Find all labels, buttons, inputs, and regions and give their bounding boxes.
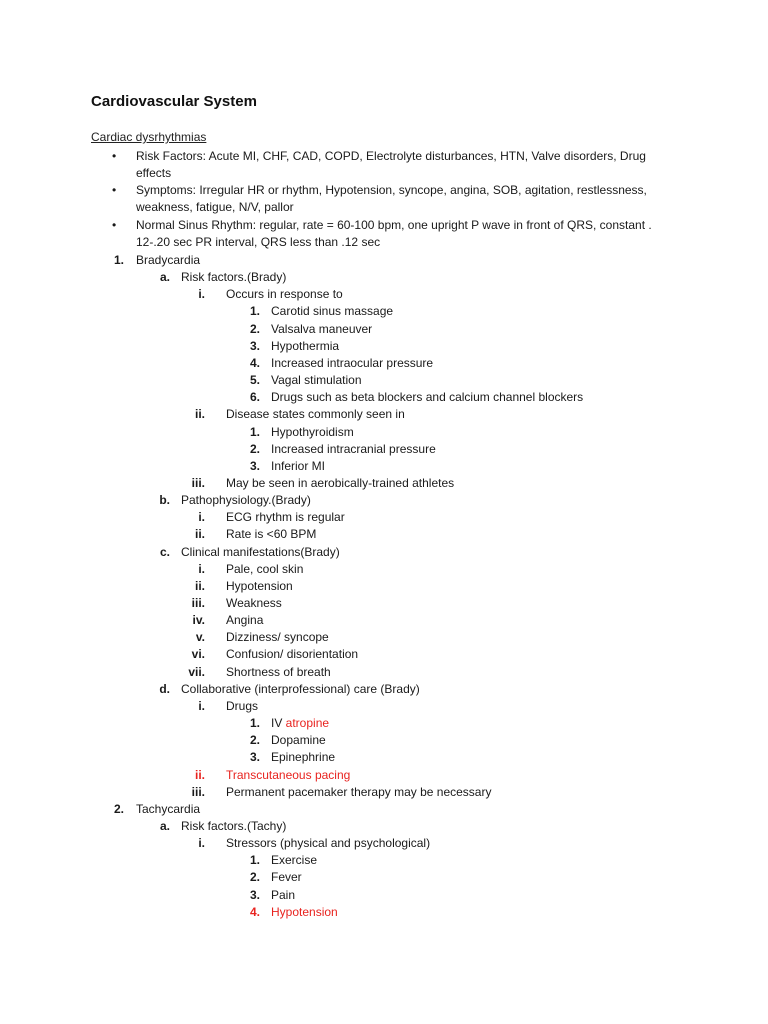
bullet-dot-icon: • <box>112 149 117 163</box>
outline-marker: a. <box>159 270 170 285</box>
outline-text-main: Confusion/ disorientation <box>226 647 359 662</box>
outline-marker: ii. <box>194 407 205 422</box>
outline-item-level-3 <box>0 509 768 526</box>
outline-text <box>226 698 258 715</box>
outline-text <box>271 303 393 320</box>
outline-text <box>181 269 286 286</box>
outline-item-level-4 <box>0 458 768 475</box>
outline-marker: 2. <box>249 321 260 336</box>
outline-text <box>271 458 325 475</box>
outline-text-main: Increased intracranial pressure <box>271 441 436 456</box>
outline-text-main: Exercise <box>271 853 318 868</box>
outline-text-main: Valsalva maneuver <box>271 321 373 336</box>
outline-text <box>181 544 340 561</box>
outline-item-level-4 <box>0 338 768 355</box>
outline-text <box>271 355 433 372</box>
outline-marker: 1. <box>113 253 124 267</box>
outline-marker: vii. <box>188 664 205 679</box>
outline-text-main: IV <box>271 716 286 731</box>
outline-marker: i. <box>198 836 205 851</box>
outline-text-main: Dizziness/ syncope <box>226 630 329 645</box>
bullet-text: Normal Sinus Rhythm: regular, rate = 60-100 bpm, one upright P wave in front of QRS, constant . 12-.20 sec PR interval, QRS less than .12 sec <box>136 218 652 249</box>
outline-marker: 1. <box>249 853 260 868</box>
outline-marker: 3. <box>249 887 260 902</box>
outline-item-level-4 <box>0 424 768 441</box>
outline-text <box>226 406 405 423</box>
outline-item-level-4 <box>0 904 768 921</box>
outline-text <box>271 887 295 904</box>
outline-text-main: Inferior MI <box>271 458 326 473</box>
outline-text <box>226 835 430 852</box>
outline-text-main: Risk factors.(Brady) <box>181 270 287 285</box>
outline-item-level-2 <box>0 544 768 561</box>
outline-marker: 2. <box>249 733 260 748</box>
outline-text-main: Carotid sinus massage <box>271 304 394 319</box>
outline-item-level-3 <box>0 646 768 663</box>
outline-text-main: Hypothermia <box>271 338 340 353</box>
outline-item-level-3 <box>0 664 768 681</box>
outline-marker: 5. <box>249 373 260 388</box>
outline-marker: 4. <box>249 355 260 370</box>
outline-text <box>226 784 491 801</box>
outline-text <box>136 801 200 818</box>
outline-item-level-4 <box>0 869 768 886</box>
outline-item-level-3 <box>0 286 768 303</box>
outline-text-main: Fever <box>271 870 302 885</box>
outline-marker: ii. <box>194 767 205 782</box>
outline-text <box>181 681 420 698</box>
outline-text-highlight: atropine <box>285 716 330 731</box>
outline-text-main: Drugs such as beta blockers and calcium channel blockers <box>271 390 584 405</box>
outline-marker: v. <box>195 630 205 645</box>
outline-item-level-4 <box>0 303 768 320</box>
outline-text-main: Pain <box>271 887 296 902</box>
outline-marker: 1. <box>249 716 260 731</box>
document-title: Cardiovascular System <box>91 93 257 110</box>
outline-text-main: Hypotension <box>226 578 293 593</box>
outline-text-main: Increased intraocular pressure <box>271 355 434 370</box>
outline-text <box>271 904 338 921</box>
outline-text <box>226 578 293 595</box>
outline-item-level-3 <box>0 767 768 784</box>
outline-marker: 3. <box>249 750 260 765</box>
outline-marker: vi. <box>191 647 205 662</box>
outline-marker: a. <box>159 818 170 833</box>
outline-item-level-4 <box>0 715 768 732</box>
bullet-dot-icon: • <box>112 218 117 232</box>
outline-text <box>271 338 339 355</box>
outline-text <box>226 767 350 784</box>
outline-text-main: Pathophysiology.(Brady) <box>181 493 311 508</box>
outline-marker: iii. <box>191 784 205 799</box>
outline-marker: 4. <box>249 904 260 919</box>
outline-text-main: Transcutaneous pacing <box>226 767 351 782</box>
outline-text <box>271 441 436 458</box>
outline-text-main: Hypothyroidism <box>271 424 354 439</box>
outline-text <box>271 321 372 338</box>
outline-text-main: Clinical manifestations(Brady) <box>181 544 340 559</box>
outline-text-main: Dopamine <box>271 733 326 748</box>
outline-marker: iv. <box>192 613 205 628</box>
outline-item-level-3 <box>0 526 768 543</box>
outline-item-level-4 <box>0 732 768 749</box>
outline-text <box>181 492 311 509</box>
bullet-text: Risk Factors: Acute MI, CHF, CAD, COPD, Electrolyte disturbances, HTN, Valve disorders, Drug effects <box>136 149 646 180</box>
outline-text <box>226 664 331 681</box>
outline-text <box>226 509 345 526</box>
outline-item-level-3 <box>0 406 768 423</box>
outline-item-level-2 <box>0 818 768 835</box>
outline-item-level-3 <box>0 475 768 492</box>
outline-item-level-4 <box>0 389 768 406</box>
outline-item-level-3 <box>0 629 768 646</box>
outline-marker: 2. <box>249 870 260 885</box>
outline-marker: b. <box>159 493 170 508</box>
outline-text <box>271 749 335 766</box>
outline-text-main: Tachycardia <box>136 801 201 816</box>
outline-text-main: Occurs in response to <box>226 287 343 302</box>
section-heading: Cardiac dysrhythmias <box>91 130 207 144</box>
outline-marker: c. <box>159 544 170 559</box>
outline-text <box>226 475 454 492</box>
outline-item-level-3 <box>0 578 768 595</box>
outline-item-level-3 <box>0 835 768 852</box>
outline-marker: 2. <box>249 441 260 456</box>
outline-text-main: Bradycardia <box>136 253 201 267</box>
outline-text-main: Rate is <60 BPM <box>226 527 317 542</box>
outline-item-level-2 <box>0 269 768 286</box>
outline-item-level-3 <box>0 595 768 612</box>
outline-marker: i. <box>198 510 205 525</box>
outline-text-main: ECG rhythm is regular <box>226 510 345 525</box>
outline-marker: 3. <box>249 458 260 473</box>
outline-text <box>226 612 263 629</box>
outline-marker: 3. <box>249 338 260 353</box>
outline-marker: i. <box>198 698 205 713</box>
outline-marker: 6. <box>249 390 260 405</box>
outline-text <box>226 646 358 663</box>
outline-text <box>271 715 329 732</box>
outline-marker: 1. <box>249 304 260 319</box>
outline-text-main: Drugs <box>226 698 259 713</box>
outline-text-main: May be seen in aerobically-trained athletes <box>226 475 455 490</box>
outline-item-level-4 <box>0 321 768 338</box>
outline-text-main: Weakness <box>226 596 282 610</box>
outline-text <box>271 424 354 441</box>
outline-item-level-4 <box>0 749 768 766</box>
outline-text-main: Risk factors.(Tachy) <box>181 818 287 833</box>
outline-item-level-1 <box>0 252 768 269</box>
outline-item-level-2 <box>0 492 768 509</box>
outline-text <box>226 286 343 303</box>
outline-text-main: Permanent pacemaker therapy may be necessary <box>226 784 492 799</box>
outline-text-main: Collaborative (interprofessional) care (Brady) <box>181 681 420 696</box>
outline-marker: iii. <box>191 596 205 610</box>
outline-text <box>136 252 200 269</box>
outline-item-level-3 <box>0 561 768 578</box>
outline-text <box>271 732 326 749</box>
outline-text <box>181 818 286 835</box>
outline-item-level-2 <box>0 681 768 698</box>
outline-text-main: Hypotension <box>271 904 338 919</box>
outline-text <box>271 869 302 886</box>
outline-text <box>226 526 316 543</box>
outline-text <box>271 852 317 869</box>
outline-marker: i. <box>198 287 205 302</box>
outline-text <box>226 629 329 646</box>
outline-text-main: Angina <box>226 613 264 628</box>
outline-item-level-4 <box>0 355 768 372</box>
outline-item-level-4 <box>0 441 768 458</box>
outline-marker: i. <box>198 561 205 576</box>
outline-marker: ii. <box>194 527 205 542</box>
outline-item-level-4 <box>0 372 768 389</box>
outline-marker: ii. <box>194 578 205 593</box>
outline-text <box>226 561 303 578</box>
bullet-dot-icon: • <box>112 183 117 197</box>
outline-item-level-1 <box>0 801 768 818</box>
bullet-text: Symptoms: Irregular HR or rhythm, Hypotension, syncope, angina, SOB, agitation, restlessness, weakness, fatigue, N/V, pallor <box>136 183 647 214</box>
outline-text-main: Epinephrine <box>271 750 336 765</box>
outline-item-level-3 <box>0 784 768 801</box>
outline-text-main: Pale, cool skin <box>226 561 304 576</box>
outline-item-level-4 <box>0 852 768 869</box>
outline-text-main: Stressors (physical and psychological) <box>226 836 431 851</box>
outline-marker: d. <box>159 681 170 696</box>
outline-item-level-4 <box>0 887 768 904</box>
outline-text <box>271 389 583 406</box>
outline-text <box>271 372 362 389</box>
outline-text-main: Disease states commonly seen in <box>226 407 405 422</box>
outline-text-main: Vagal stimulation <box>271 373 362 388</box>
outline-item-level-3 <box>0 698 768 715</box>
outline-item-level-3 <box>0 612 768 629</box>
outline-marker: 1. <box>249 424 260 439</box>
outline-text <box>226 595 282 612</box>
outline-text-main: Shortness of breath <box>226 664 331 679</box>
outline-marker: iii. <box>191 475 205 490</box>
outline-marker: 2. <box>113 801 124 816</box>
